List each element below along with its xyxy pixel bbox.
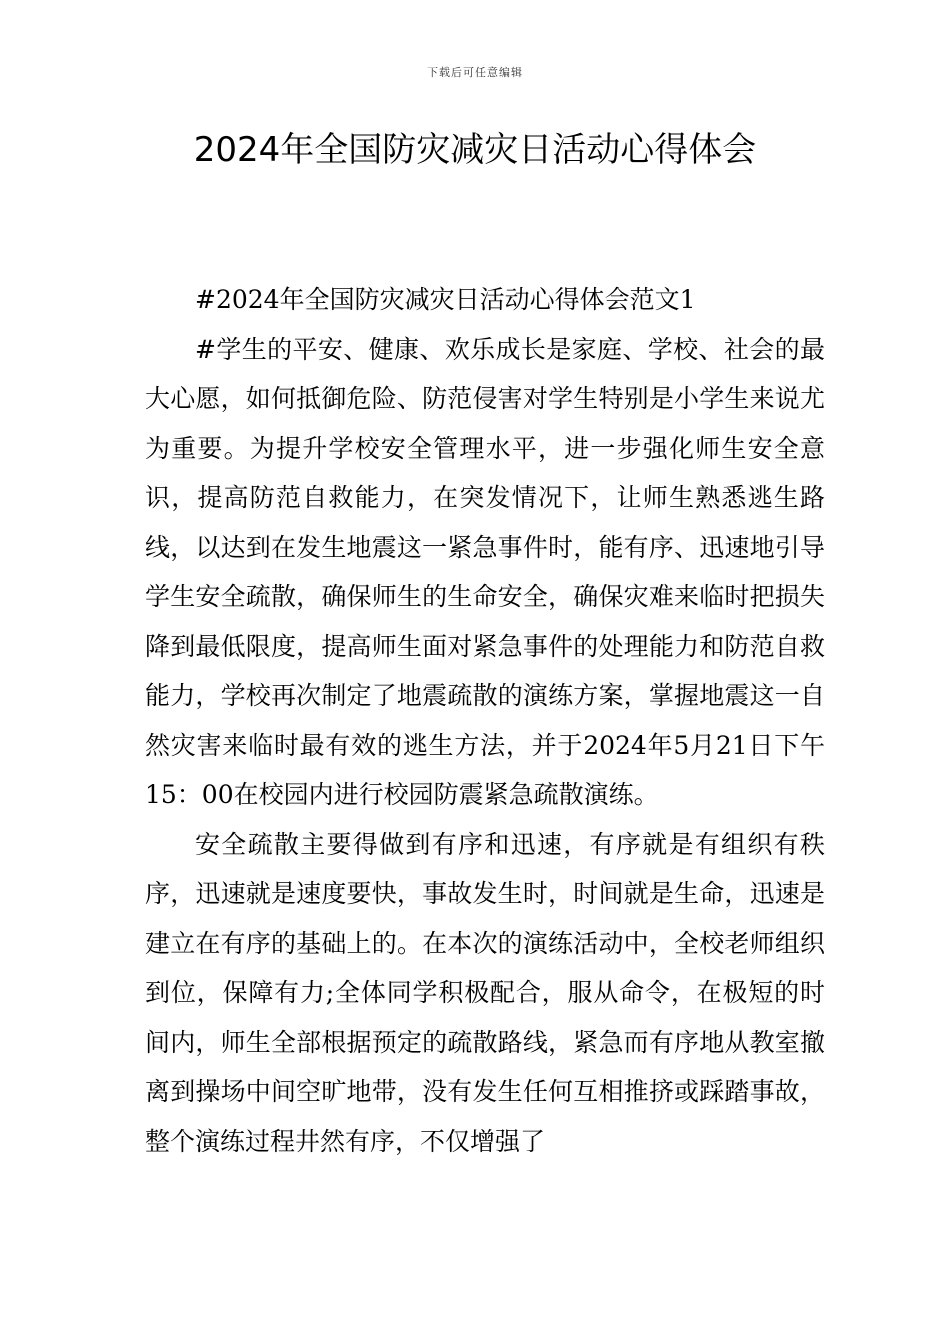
text-line: 来说尤为重要。为提升学校安全管理水平，进一步强化师 — [145, 384, 825, 463]
text-line: 秩序，迅速就是速度要快，事故发生时，时间就是生命， — [145, 829, 825, 908]
text-line: 保灾难来临时把损失降到最低限度，提高师生面对紧急事 — [145, 582, 825, 661]
text-line: 的演练方案，掌握地震这一自然灾害来临时最有效的逃生 — [145, 681, 825, 760]
text-line: 迅速是建立在有序的基础上的。在本次的演练活动中，全 — [145, 879, 825, 958]
document-body — [145, 275, 825, 1166]
text-line: 序、迅速地引导学生安全疏散，确保师生的生命安全，确 — [145, 532, 825, 611]
paragraph-subtitle — [145, 275, 825, 325]
text-line: 件的处理能力和防范自救能力，学校再次制定了地震疏散 — [145, 631, 825, 710]
text-line: #2024年全国防灾减灾日活动心得体会范文1 — [195, 285, 696, 314]
text-line: #学生的平安、健康、欢乐成长是家庭、学校、社会的 — [195, 334, 800, 364]
text-line: 方法，并于2024年5月21日下午15：00在校园内进行校 — [145, 730, 825, 809]
text-line: 安全疏散主要得做到有序和迅速，有序就是有组织有 — [195, 829, 800, 859]
text-line: 校老师组织到位，保障有力;全体同学积极配合，服从命令， — [145, 928, 825, 1007]
text-line: 最大心愿，如何抵御危险、防范侵害对学生特别是小学生 — [145, 334, 825, 413]
text-line: 生安全意识，提高防范自救能力，在突发情况下，让师生 — [145, 433, 825, 512]
text-line: 熟悉逃生路线，以达到在发生地震这一紧急事件时，能有 — [145, 483, 825, 562]
text-line: 有序地从教室撤离到操场中间空旷地带，没有发生任何互 — [145, 1027, 825, 1106]
text-line: 相推挤或踩踏事故，整个演练过程井然有序，不仅增强了 — [145, 1077, 825, 1156]
text-line: 在极短的时间内，师生全部根据预定的疏散路线，紧急而 — [145, 978, 825, 1057]
paragraph — [145, 325, 825, 820]
header-note: 下载后可任意编辑 — [427, 66, 523, 79]
document-title: 2024年全国防灾减灾日活动心得体会 — [193, 130, 757, 170]
paragraph — [145, 820, 825, 1167]
text-line: 园防震紧急疏散演练。 — [408, 780, 659, 809]
